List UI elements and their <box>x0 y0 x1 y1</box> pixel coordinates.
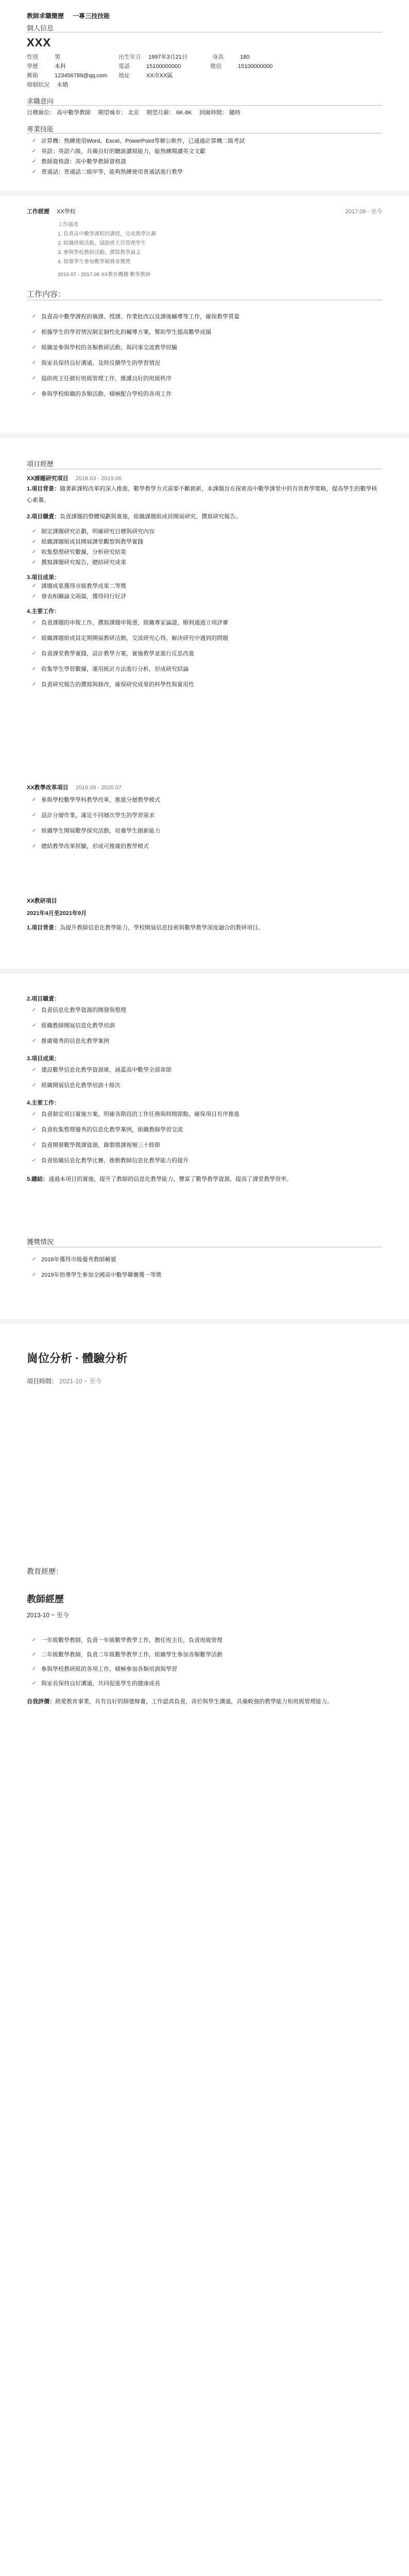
work-exp-block <box>27 207 382 278</box>
project-result: ✓ 組織開展信息化教學培訓十餘次 <box>27 1078 382 1093</box>
project-result: ✓ 課題成果獲得市級教學成果二等獎 <box>27 581 382 591</box>
work-content-item: ✓ 參與學校組織的各類活動，積極配合學校的各項工作 <box>27 386 382 402</box>
work-line: 1. 負責高中數學課程的講授，完成教學計劃 <box>58 231 157 237</box>
edu-value: 本科 <box>55 63 66 70</box>
project-1-head <box>27 474 382 483</box>
project-role: ✓ 負責信息化教學資源的開發與整理 <box>27 1003 382 1018</box>
self-eval <box>27 1696 382 1707</box>
project-item: ✓ 收集整理研究數據，分析研究結果 <box>27 547 382 557</box>
skills-list <box>27 136 382 177</box>
work-exp-row <box>27 207 382 216</box>
gender-value: 男 <box>55 54 60 60</box>
intent-item: 期望城市： 北京 <box>98 110 140 116</box>
project-item: ✓ 參與學校數學學科教學改革，推進分層教學模式 <box>27 792 382 808</box>
label: 5.總結： <box>27 1176 49 1182</box>
page-break <box>0 191 409 196</box>
skill-item: ✓ 英語：英語六級，具備良好的聽說讀寫能力，能熟練閱讀英文文獻 <box>27 146 382 157</box>
edu-item: ✓ 二年級數學教師，負責二年級數學教學工作，組織學生參加各類數學活動 <box>27 1648 382 1662</box>
addr-value: XX市XX區 <box>146 73 173 79</box>
project-main: ✓ 收集學生學習數據，運用統計方法進行分析，形成研究結論 <box>27 662 382 677</box>
work-content-item: ✓ 根據學生的學習情況制定個性化的輔導方案，幫助學生提高數學成績 <box>27 325 382 340</box>
wechat-value: 15100000000 <box>238 63 273 70</box>
work-content-item: ✓ 組織並參與學校的各類教研活動，與同事交流教學經驗 <box>27 340 382 355</box>
project-1 <box>27 474 382 692</box>
label: 自我評價： <box>27 1699 55 1705</box>
work-content-item: ✓ 與家長保持良好溝通，及時反饋學生的學習情況 <box>27 355 382 371</box>
project-main: ✓ 負責組織信息化教學比賽，推動教師信息化教學能力的提升 <box>27 1153 382 1168</box>
project-2-title: XX教學改革項目 <box>27 785 69 791</box>
award-heading: 獲獎情況 <box>27 1238 54 1246</box>
work-company: XX學校 <box>57 209 76 215</box>
project-main: ✓ 負責課題的申報工作，撰寫課題申報書，組織專家論證，順利通過立項評審 <box>27 615 382 631</box>
page-break <box>0 969 409 974</box>
edu-date: 2013-10 ~ 至今 <box>27 1612 69 1619</box>
edu-list <box>27 1633 382 1707</box>
personal-row-3: 郵箱 123456789@qq.com 地址 XX市XX區 <box>27 71 382 80</box>
label: 1.項目背景： <box>27 486 60 492</box>
label: 項目時間： <box>27 1378 58 1385</box>
skill-item: ✓ 普通話：普通話二級甲等，能夠熟練使用普通話進行教學 <box>27 167 382 177</box>
marital-value: 未婚 <box>57 82 68 88</box>
project-1-items <box>27 527 382 568</box>
analysis-heading: 崗位分析 · 體驗分析 <box>27 1352 128 1365</box>
project-item: ✓ 制定課題研究計劃，明確研究目標與研究內容 <box>27 527 382 537</box>
work-extra: 2016.07 - 2017.08 XX教育機構 數學教師 <box>58 272 151 278</box>
skill-item: ✓ 教師資格證：高中數學教師資格證 <box>27 157 382 167</box>
personal-details <box>27 53 382 90</box>
page-break <box>0 1319 409 1324</box>
project-item: ✓ 設計分層作業，滿足不同層次學生的學習需求 <box>27 808 382 823</box>
divider <box>27 105 382 106</box>
work-content-item: ✓ 負責高中數學課程的備課、授課、作業批改以及課後輔導等工作，確保教學質量 <box>27 309 382 325</box>
header <box>27 11 382 20</box>
intent-row <box>27 108 382 117</box>
label: 2.項目職責： <box>27 514 60 520</box>
intent-heading: 求職意向 <box>27 97 54 105</box>
project-role: ✓ 組織教師開展信息化教學培訓 <box>27 1018 382 1033</box>
project-main: ✓ 負責制定項目實施方案，明確各階段的工作任務與時間節點，確保項目有序推進 <box>27 1107 382 1122</box>
height-value: 180 <box>240 54 250 60</box>
personal-row-2: 學歷 本科 電話 15100000000 微信 15100000000 <box>27 62 382 71</box>
project-role: ✓ 推廣優秀的信息化教學案例 <box>27 1033 382 1049</box>
work-exp-title: 工作經歷 <box>27 209 49 215</box>
personal-row-1: 性別 男 出生年月 1997年3月21日 身高 180 <box>27 53 382 62</box>
project-main: ✓ 負責收集整理優秀的信息化教學案例，組織教師學習交流 <box>27 1122 382 1138</box>
text: 隨著新課程改革的深入推進，數學教學方式需要不斷創新，本課題旨在探索高中數學課堂中的有效教學策略，提高學生的數學核心素養。 <box>27 486 378 503</box>
project-1-title: XX課題研究項目 <box>27 476 69 482</box>
work-date: 2017.09 - 至今 <box>345 209 382 215</box>
work-content-item: ✓ 協助班主任做好班級管理工作，維護良好的班級秩序 <box>27 371 382 386</box>
text: 為提升教師信息化教學能力，學校開展信息技術與數學教學深度融合的教研項目。 <box>60 925 264 931</box>
project-1-role <box>27 511 382 522</box>
text: 熱愛教育事業，具有良好的師德修養，工作認真負責，善於與學生溝通，具備較強的教學能力和班級管理能力。 <box>55 1699 333 1705</box>
project-2 <box>27 783 382 854</box>
project-3-head <box>27 896 382 906</box>
label: 4.主要工作： <box>27 608 60 615</box>
project-heading: 項目經歷 <box>27 460 54 468</box>
work-lines <box>27 221 382 267</box>
brand-sub: 一專三技技能 <box>73 12 110 20</box>
project-item: ✓ 撰寫課題研究報告，總結研究成果 <box>27 557 382 568</box>
label: 2.項目職責： <box>27 996 60 1002</box>
project-1-bg <box>27 483 382 506</box>
project-1-date: 2018.03 - 2019.06 <box>75 476 122 482</box>
skills-heading: 專業技能 <box>27 125 54 133</box>
label: 3.項目成果： <box>27 574 60 581</box>
project-result: ✓ 發表相關論文兩篇，獲得同行好評 <box>27 591 382 602</box>
candidate-name: XXX <box>27 36 52 49</box>
intent-list <box>27 108 382 117</box>
analysis-project-time <box>27 1377 382 1385</box>
project-3 <box>27 896 382 934</box>
label: 1.項目背景： <box>27 925 60 931</box>
brand: 教師求職簡歷 <box>27 12 64 20</box>
project-3-date: 2021年4月至2021年9月 <box>27 910 87 917</box>
label: 4.主要工作： <box>27 1100 60 1106</box>
edu-heading-2: 教師經歷 <box>27 1594 64 1604</box>
page-break <box>0 433 409 438</box>
project-main: ✓ 負責課堂教學實踐，設計教學方案，實施教學並進行反思改進 <box>27 646 382 662</box>
project-2-head <box>27 783 382 792</box>
text: 通過本項目的實施，提升了教師的信息化教學能力，豐富了數學教學資源，提高了課堂教學效率。 <box>48 1176 293 1182</box>
project-result: ✓ 建設數學信息化教學資源庫，涵蓋高中數學全部章節 <box>27 1062 382 1078</box>
work-line: 工作描述 <box>58 222 78 228</box>
work-line: 2. 組織班級活動，協助班主任管理學生 <box>58 241 146 246</box>
intent-item: 期望月薪： 6K-8K <box>146 110 192 116</box>
work-line: 3. 參與學校教研活動，撰寫教學論文 <box>58 250 141 256</box>
project-main: ✓ 負責開發數學微課資源，錄製微課視頻三十餘節 <box>27 1138 382 1153</box>
work-line: 4. 指導學生參加數學競賽並獲獎 <box>58 259 131 265</box>
edu-heading: 教育經歷： <box>27 1567 63 1575</box>
text: 負責課題的整體規劃與實施，組織課題組成員開展研究，撰寫研究報告。 <box>60 514 242 520</box>
edu-item: ✓ 一年級數學教師，負責一年級數學教學工作，擔任班主任，負責班級管理 <box>27 1633 382 1648</box>
project-item: ✓ 總結教學改革經驗，形成可推廣的教學模式 <box>27 839 382 854</box>
project-3-title: XX教研項目 <box>27 898 57 904</box>
project-item: ✓ 組織學生開展數學探究活動，培養學生創新能力 <box>27 823 382 839</box>
award-item: ✓ 2019年指導學生參加全國高中數學聯賽獲一等獎 <box>27 1267 382 1283</box>
birth-value: 1997年3月21日 <box>148 54 188 60</box>
work-content-list <box>27 309 382 402</box>
project-3-cont <box>27 994 382 1185</box>
project-main: ✓ 組織課題組成員定期開展教研活動，交流研究心得，解決研究中遇到的問題 <box>27 631 382 646</box>
award-list <box>27 1252 382 1283</box>
award-item: ✓ 2018年獲得市級優秀教師稱號 <box>27 1252 382 1267</box>
intent-item: 到崗時間： 隨時 <box>199 110 241 116</box>
project-main: ✓ 負責研究報告的撰寫與修改，確保研究成果的科學性與實用性 <box>27 677 382 692</box>
personal-row-4: 婚姻狀況 未婚 <box>27 80 382 90</box>
project-date: 2021-10 ~ 至今 <box>59 1378 102 1385</box>
project-item: ✓ 組織課題組成員開展課堂觀察與教學實踐 <box>27 537 382 547</box>
edu-item: ✓ 與家長保持良好溝通，共同促進學生的健康成長 <box>27 1676 382 1691</box>
work-content-heading: 工作内容： <box>27 290 66 299</box>
phone-value: 15100000000 <box>146 63 181 70</box>
project-2-date: 2019.09 - 2020.07 <box>75 785 122 791</box>
edu-item: ✓ 參與學校教研組的各項工作，積極參加各類培訓與學習 <box>27 1662 382 1676</box>
intent-item: 目標崗位： 高中數學教師 <box>27 110 91 116</box>
skill-item: ✓ 計算機：熟練使用Word、Excel、PowerPoint等辦公軟件，已通過計算機二級考試 <box>27 136 382 146</box>
project-3-bg <box>27 922 382 934</box>
email-value: 123456789@qq.com <box>55 73 108 79</box>
label: 3.項目成果： <box>27 1056 60 1062</box>
personal-info-heading: 個人信息 <box>27 24 54 32</box>
project-3-summary <box>27 1174 382 1185</box>
